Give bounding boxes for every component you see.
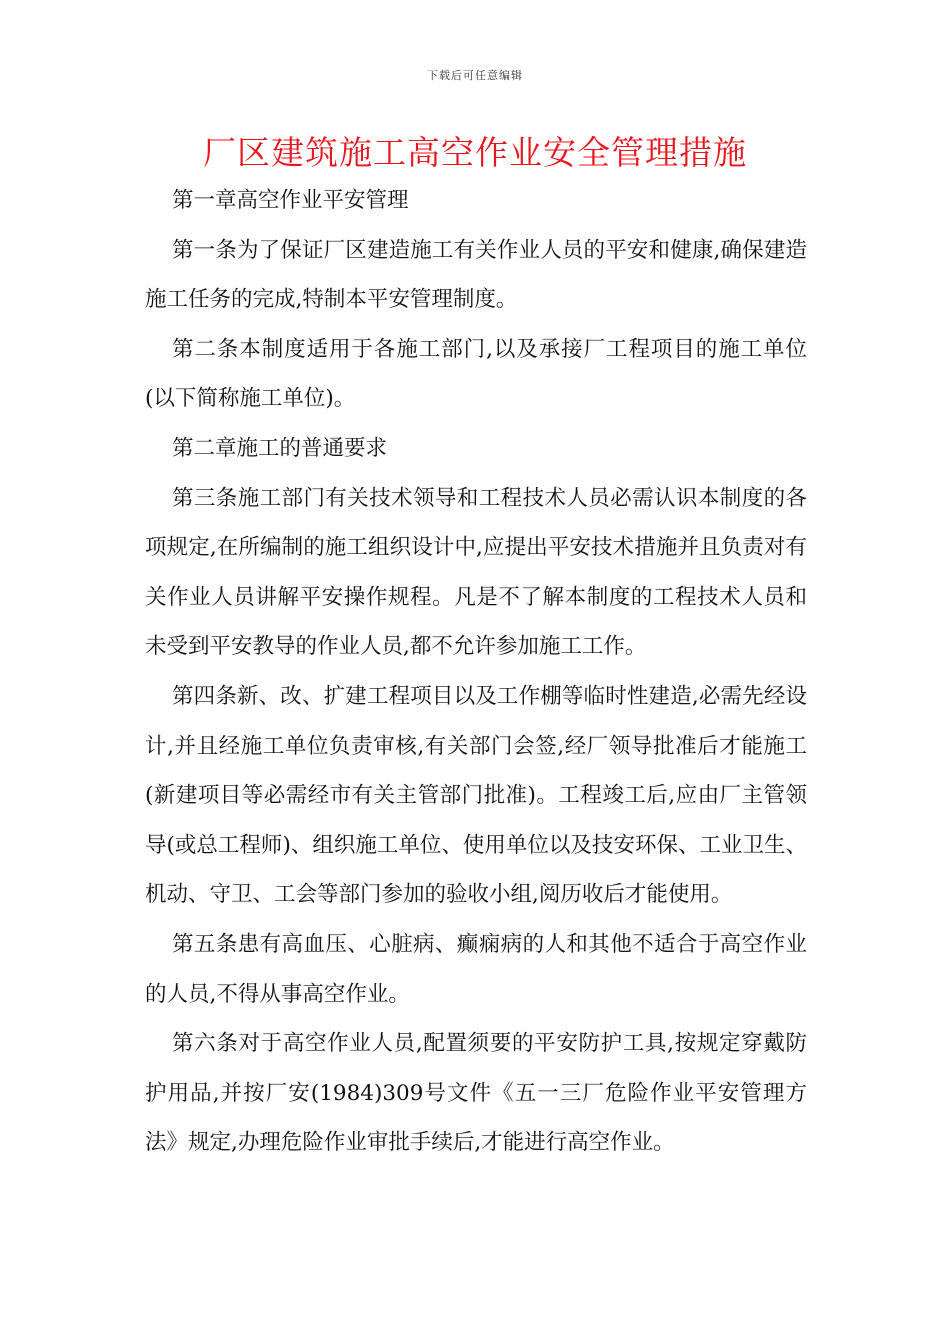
article-6: 第六条对于高空作业人员,配置须要的平安防护工具,按规定穿戴防护用品,并按厂安(1984)309号文件《五一三厂危险作业平安管理方法》规定,办理危险作业审批手续后,才能进行高空作业。 [145, 1031, 807, 1156]
article-1: 第一条为了保证厂区建造施工有关作业人员的平安和健康,确保建造施工任务的完成,特制本平安管理制度。 [145, 237, 807, 313]
article-5: 第五条患有高血压、心脏病、癫痫病的人和其他不适合于高空作业的人员,不得从事高空作业。 [145, 931, 807, 1007]
chapter-heading-1: 第一章高空作业平安管理 [172, 188, 409, 213]
header-note: 下载后可任意编辑 [427, 69, 523, 82]
article-4: 第四条新、改、扩建工程项目以及工作棚等临时性建造,必需先经设计,并且经施工单位负责审核,有关部门会签,经厂领导批准后才能施工(新建项目等必需经市有关主管部门批准)。工程竣工后,应由厂主管领导(或总工程师)、组织施工单位、使用单位以及技安环保、工业卫生、机动、守卫、工会等部门参加的验收小组,阅历收后才能使用。 [145, 683, 807, 908]
chapter-heading-2: 第二章施工的普通要求 [172, 435, 388, 461]
article-3: 第三条施工部门有关技术领导和工程技术人员必需认识本制度的各项规定,在所编制的施工组织设计中,应提出平安技术措施并且负责对有关作业人员讲解平安操作规程。凡是不了解本制度的工程技术人员和未受到平安教导的作业人员,都不允许参加施工工作。 [145, 485, 807, 660]
document-title: 厂区建筑施工高空作业安全管理措施 [203, 133, 747, 172]
document-body [145, 176, 807, 1168]
article-2: 第二条本制度适用于各施工部门,以及承接厂工程项目的施工单位(以下简称施工单位)。 [145, 336, 807, 412]
